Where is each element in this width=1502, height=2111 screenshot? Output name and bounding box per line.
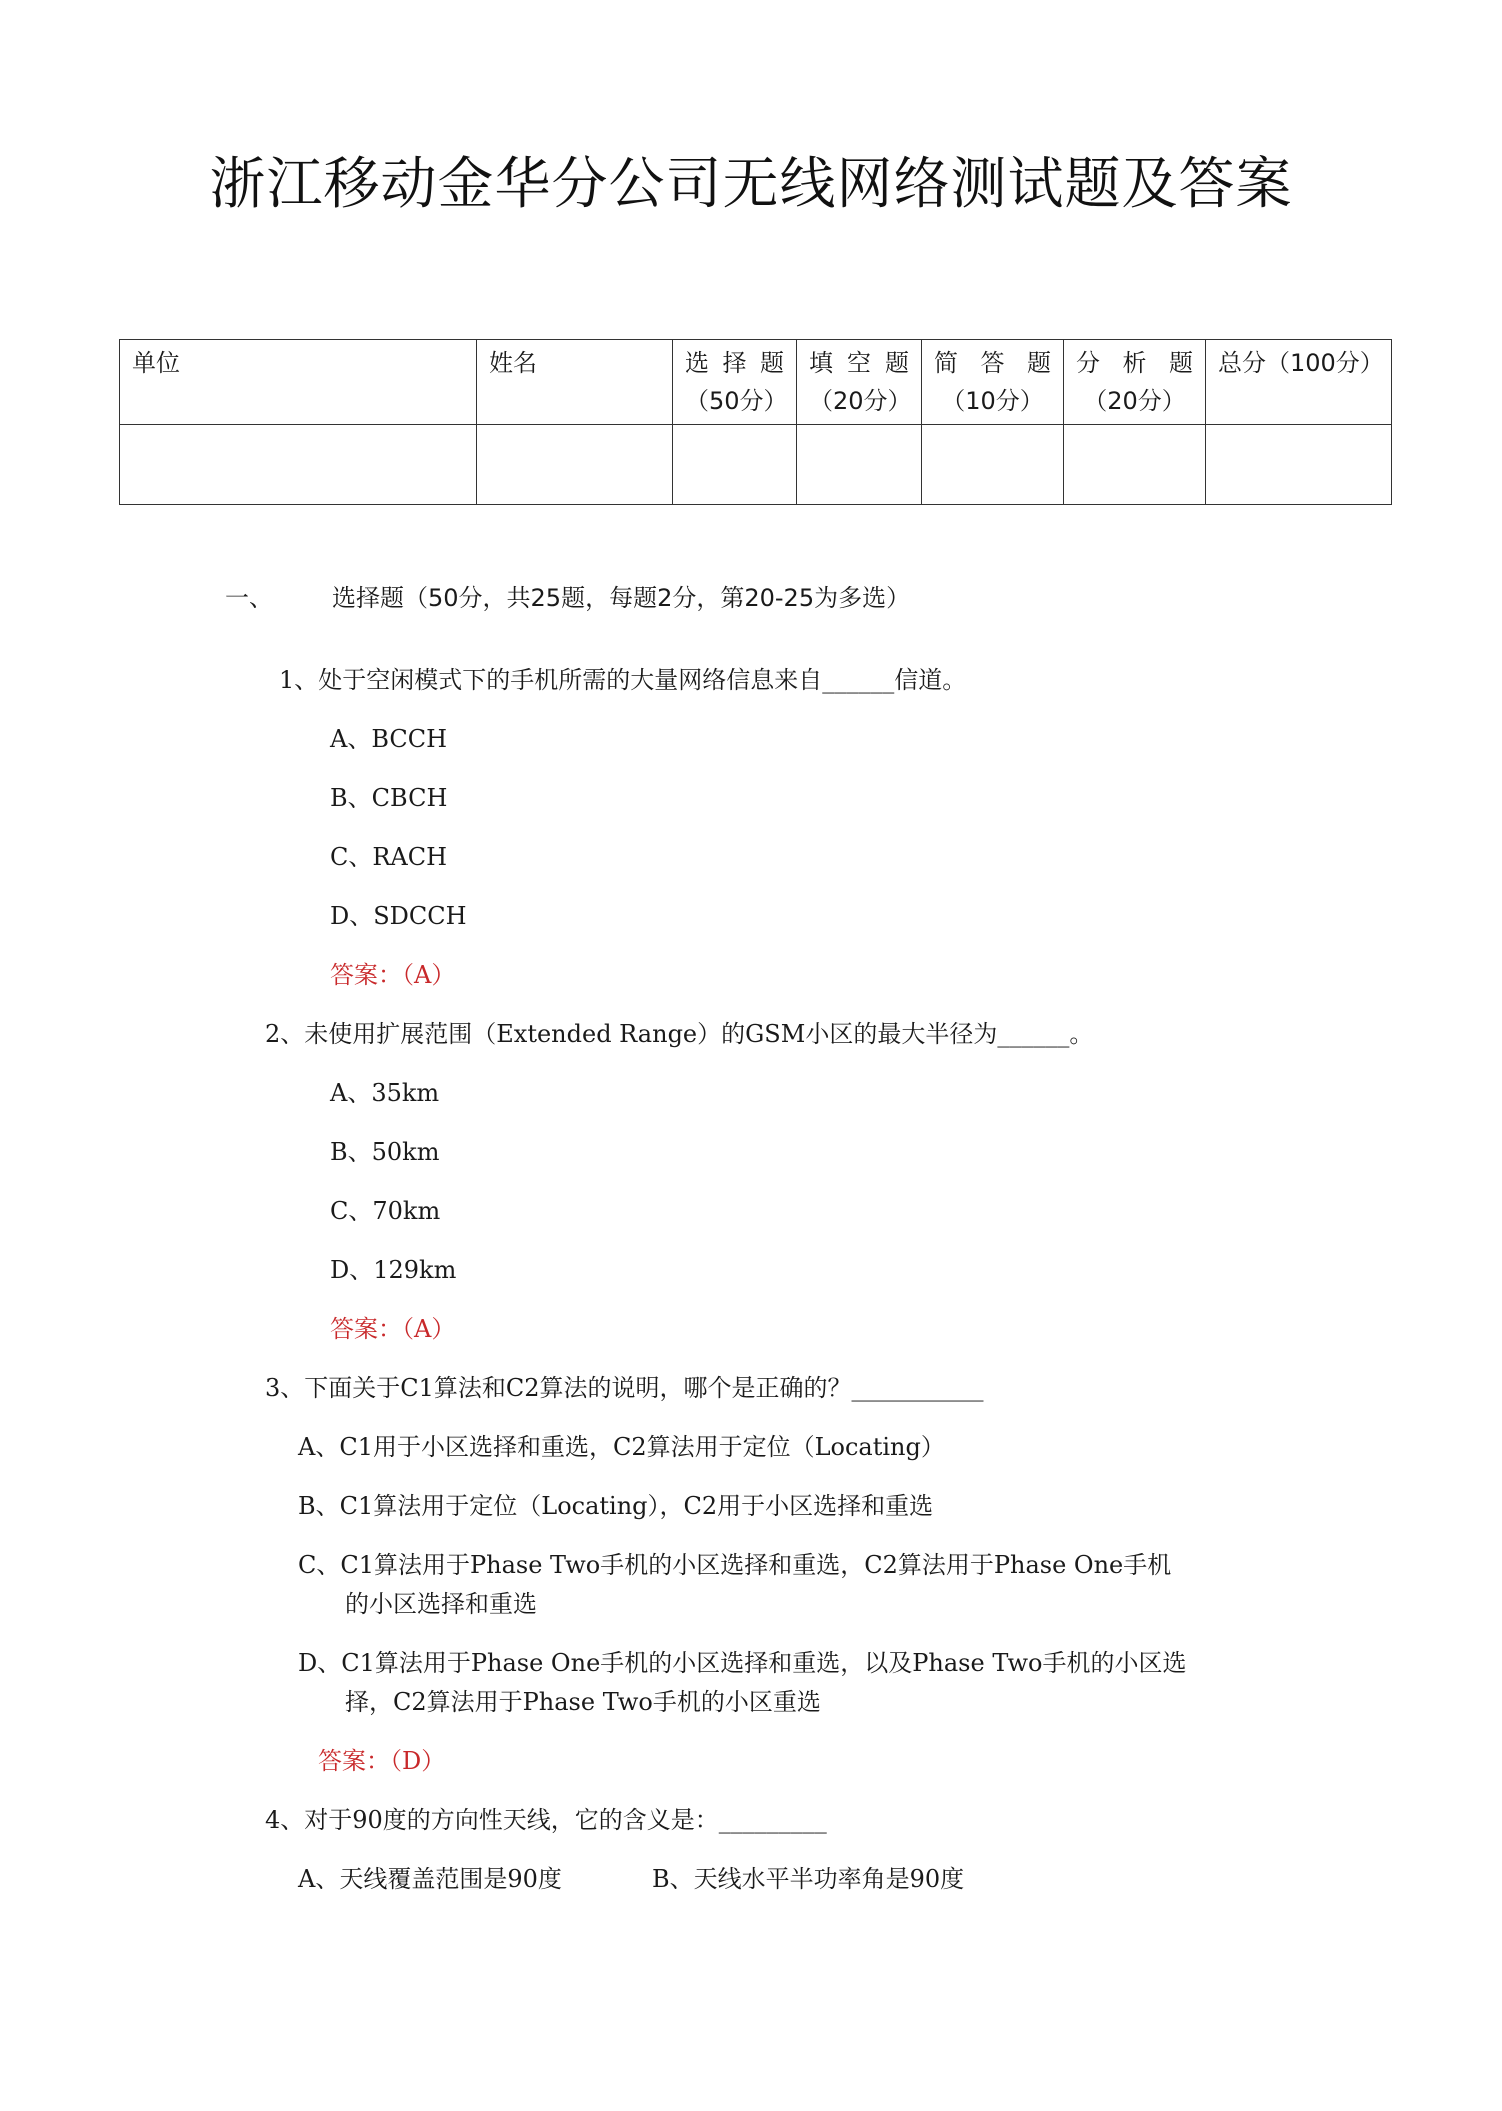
- choice-score-cell[interactable]: [673, 425, 797, 505]
- header-fill-blank: 填空题 （20分）: [797, 340, 922, 425]
- question-3-option-b: B、C1算法用于定位（Locating），C2用于小区选择和重选: [298, 1492, 934, 1520]
- question-4-option-a: A、天线覆盖范围是90度: [298, 1865, 562, 1893]
- header-total: 总分（100分）: [1206, 340, 1392, 425]
- question-2-option-b: B、50km: [330, 1138, 440, 1166]
- name-cell[interactable]: [477, 425, 673, 505]
- question-3-option-c: C、C1算法用于Phase Two手机的小区选择和重选，C2算法用于Phase One手机: [298, 1551, 1172, 1579]
- question-1-option-b: B、CBCH: [330, 784, 448, 812]
- header-short-answer: 简答题 （10分）: [922, 340, 1064, 425]
- question-3-option-c-cont: 的小区选择和重选: [345, 1590, 537, 1618]
- question-2-stem: 2、未使用扩展范围（Extended Range）的GSM小区的最大半径为______。: [265, 1020, 1094, 1048]
- question-3-answer: 答案：（D）: [318, 1747, 446, 1775]
- header-choice: 选择题 （50分）: [673, 340, 797, 425]
- document-title: 浙江移动金华分公司无线网络测试题及答案: [209, 152, 1293, 217]
- section-number: 一、: [225, 584, 273, 612]
- question-4-option-b: B、天线水平半功率角是90度: [652, 1865, 965, 1893]
- total-score-cell[interactable]: [1206, 425, 1392, 505]
- fill-blank-score-cell[interactable]: [797, 425, 922, 505]
- question-2-option-d: D、129km: [330, 1256, 457, 1284]
- analysis-score-cell[interactable]: [1064, 425, 1206, 505]
- question-3-option-a: A、C1用于小区选择和重选，C2算法用于定位（Locating）: [298, 1433, 945, 1461]
- question-1-option-d: D、SDCCH: [330, 902, 467, 930]
- question-2-answer: 答案：（A）: [330, 1315, 456, 1343]
- question-1-option-c: C、RACH: [330, 843, 448, 871]
- unit-cell[interactable]: [120, 425, 477, 505]
- question-3-stem: 3、下面关于C1算法和C2算法的说明，哪个是正确的？___________: [265, 1374, 984, 1402]
- header-name: 姓名: [477, 340, 673, 425]
- question-1-answer: 答案：（A）: [330, 961, 456, 989]
- question-3-option-d: D、C1算法用于Phase One手机的小区选择和重选，以及Phase Two手机的小区选: [298, 1649, 1187, 1677]
- question-4-stem: 4、对于90度的方向性天线，它的含义是：_________: [265, 1806, 827, 1834]
- score-table-entry-row: [120, 425, 1392, 505]
- short-answer-score-cell[interactable]: [922, 425, 1064, 505]
- section-title: 选择题（50分，共25题，每题2分，第20-25为多选）: [332, 584, 911, 612]
- header-analysis: 分析题 （20分）: [1064, 340, 1206, 425]
- score-table-header-row: [120, 340, 1392, 425]
- question-2-option-c: C、70km: [330, 1197, 441, 1225]
- header-unit: 单位: [120, 340, 477, 425]
- question-1-stem: 1、处于空闲模式下的手机所需的大量网络信息来自______信道。: [279, 666, 967, 694]
- question-1-option-a: A、BCCH: [330, 725, 448, 753]
- question-2-option-a: A、35km: [330, 1079, 440, 1107]
- score-table: [119, 339, 1392, 505]
- question-3-option-d-cont: 择，C2算法用于Phase Two手机的小区重选: [345, 1688, 821, 1716]
